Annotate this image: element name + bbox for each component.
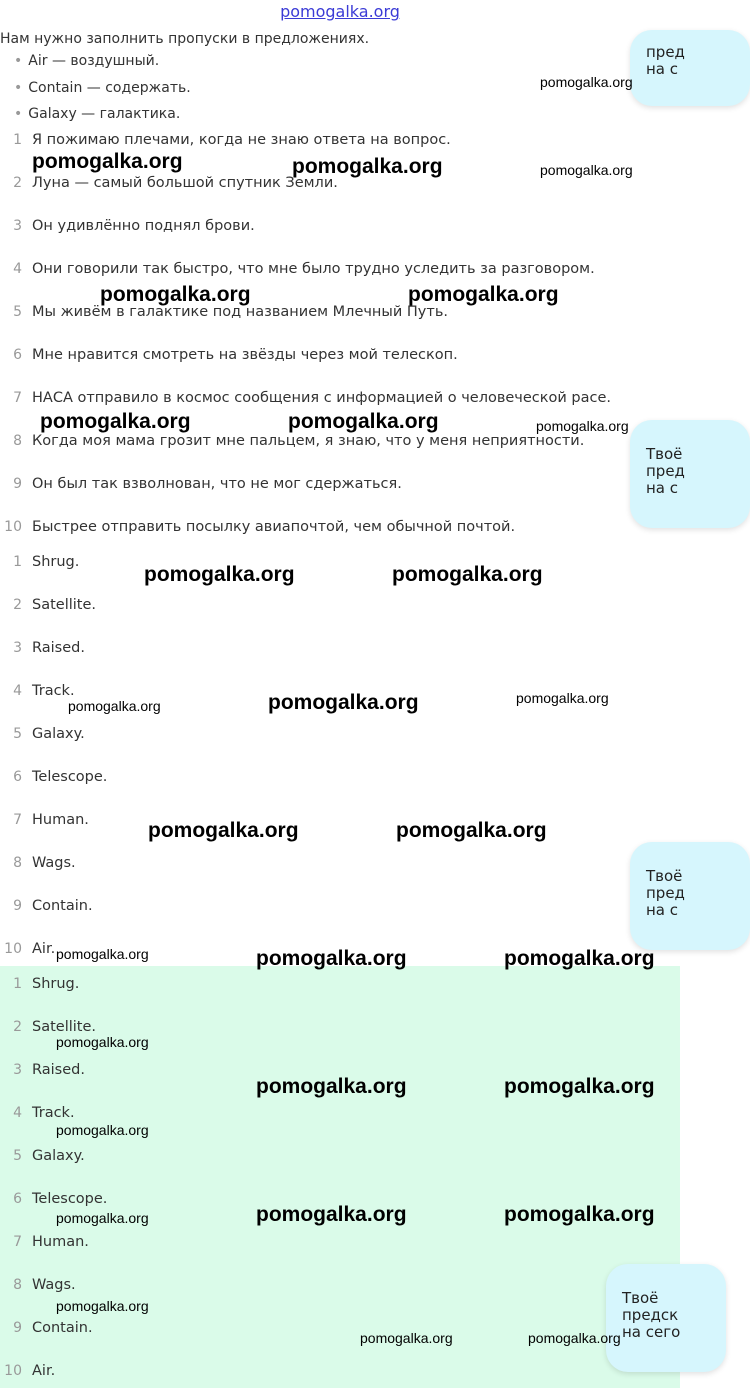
- highlighted-answer-row: [0, 1234, 89, 1256]
- answer-text: Raised.: [32, 640, 85, 656]
- sentence-text: Он был так взволнован, что не мог сдержаться.: [32, 476, 402, 492]
- answer-text: Contain.: [32, 898, 93, 914]
- watermark-text: pomogalka.org: [68, 698, 161, 714]
- answer-text: Track.: [32, 683, 75, 699]
- row-number: 9: [13, 476, 22, 492]
- answer-text: Raised.: [32, 1062, 85, 1078]
- row-number: 5: [13, 726, 22, 742]
- row-number: 7: [13, 812, 22, 828]
- row-number: 5: [13, 1148, 22, 1164]
- row-number: 4: [13, 261, 22, 277]
- row-number: 8: [13, 1277, 22, 1293]
- chat-bubble[interactable]: пред на с: [630, 30, 750, 106]
- chat-bubble[interactable]: Твоё пред на с: [630, 842, 750, 950]
- sentence-row: [0, 347, 458, 369]
- row-number: 10: [4, 941, 22, 957]
- highlighted-answer-row: [0, 1062, 85, 1084]
- row-number: 9: [13, 898, 22, 914]
- row-number: 1: [13, 976, 22, 992]
- answer-text: Telescope.: [32, 769, 108, 785]
- watermark-text: pomogalka.org: [256, 947, 407, 970]
- row-number: 6: [13, 1191, 22, 1207]
- highlighted-answer-row: [0, 1148, 85, 1170]
- watermark-text: pomogalka.org: [40, 410, 191, 433]
- answer-text: Telescope.: [32, 1191, 108, 1207]
- row-number: 10: [4, 1363, 22, 1379]
- watermark-text: pomogalka.org: [536, 418, 629, 434]
- sentence-text: Они говорили так быстро, что мне было трудно уследить за разговором.: [32, 261, 595, 277]
- answer-text: Track.: [32, 1105, 75, 1121]
- answer-text: Shrug.: [32, 554, 80, 570]
- row-number: 7: [13, 390, 22, 406]
- watermark-text: pomogalka.org: [144, 563, 295, 586]
- highlighted-answer-row: [0, 1320, 93, 1342]
- answer-text: Air.: [32, 941, 56, 957]
- watermark-text: pomogalka.org: [540, 74, 633, 90]
- watermark-text: pomogalka.org: [360, 1330, 453, 1346]
- watermark-text: pomogalka.org: [56, 1034, 149, 1050]
- watermark-text: pomogalka.org: [528, 1330, 621, 1346]
- answer-row: [0, 855, 76, 877]
- watermark-text: pomogalka.org: [392, 563, 543, 586]
- sentence-text: Мне нравится смотреть на звёзды через мой телескоп.: [32, 347, 458, 363]
- answer-text: Wags.: [32, 855, 76, 871]
- answer-row: [0, 597, 96, 619]
- watermark-text: pomogalka.org: [288, 410, 439, 433]
- sentence-text: Он удивлённо поднял брови.: [32, 218, 255, 234]
- vocab-item: • Galaxy — галактика.: [14, 106, 181, 122]
- vocab-item: • Contain — содержать.: [14, 80, 191, 96]
- answer-text: Galaxy.: [32, 726, 85, 742]
- sentence-text: Луна — самый большой спутник Земли.: [32, 175, 338, 191]
- row-number: 7: [13, 1234, 22, 1250]
- answer-row: [0, 683, 75, 705]
- watermark-text: pomogalka.org: [56, 1298, 149, 1314]
- sentence-row: [0, 433, 584, 455]
- row-number: 4: [13, 1105, 22, 1121]
- chat-bubble[interactable]: Твоё пред на с: [630, 420, 750, 528]
- vocab-item: • Air — воздушный.: [14, 53, 160, 69]
- answer-text: Contain.: [32, 1320, 93, 1336]
- row-number: 8: [13, 433, 22, 449]
- highlighted-answer-row: [0, 1363, 55, 1385]
- row-number: 2: [13, 175, 22, 191]
- row-number: 2: [13, 597, 22, 613]
- site-header-link[interactable]: pomogalka.org: [280, 2, 400, 21]
- watermark-text: pomogalka.org: [396, 819, 547, 842]
- sentence-text: Мы живём в галактике под названием Млечный Путь.: [32, 304, 448, 320]
- answer-text: Satellite.: [32, 597, 96, 613]
- row-number: 6: [13, 347, 22, 363]
- highlighted-answers-block: [0, 966, 680, 1388]
- watermark-text: pomogalka.org: [540, 162, 633, 178]
- answer-row: [0, 554, 79, 576]
- watermark-text: pomogalka.org: [504, 1075, 655, 1098]
- watermark-text: pomogalka.org: [256, 1075, 407, 1098]
- row-number: 10: [4, 519, 22, 535]
- watermark-text: pomogalka.org: [504, 1203, 655, 1226]
- sentence-row: [0, 390, 611, 412]
- chat-bubble[interactable]: Твоё предск на сего: [606, 1264, 726, 1372]
- watermark-text: pomogalka.org: [56, 946, 149, 962]
- watermark-text: pomogalka.org: [268, 691, 419, 714]
- row-number: 9: [13, 1320, 22, 1336]
- watermark-text: pomogalka.org: [148, 819, 299, 842]
- highlighted-answer-row: [0, 976, 79, 998]
- row-number: 2: [13, 1019, 22, 1035]
- answer-text: Human.: [32, 1234, 89, 1250]
- sentence-row: [0, 218, 255, 240]
- answer-row: [0, 941, 55, 963]
- sentence-row: [0, 476, 402, 498]
- row-number: 1: [13, 554, 22, 570]
- watermark-text: pomogalka.org: [32, 150, 183, 173]
- sentence-text: Быстрее отправить посылку авиапочтой, чем обычной почтой.: [32, 519, 516, 535]
- sentence-text: НАСА отправило в космос сообщения с информацией о человеческой расе.: [32, 390, 612, 406]
- answer-text: Wags.: [32, 1277, 76, 1293]
- watermark-text: pomogalka.org: [100, 283, 251, 306]
- sentence-row: [0, 304, 448, 326]
- sentence-text: Я пожимаю плечами, когда не знаю ответа на вопрос.: [32, 132, 451, 148]
- answer-row: [0, 726, 85, 748]
- watermark-text: pomogalka.org: [516, 690, 609, 706]
- sentence-row: [0, 175, 338, 197]
- row-number: 8: [13, 855, 22, 871]
- row-number: 3: [13, 218, 22, 234]
- watermark-text: pomogalka.org: [292, 155, 443, 178]
- answer-row: [0, 640, 85, 662]
- watermark-text: pomogalka.org: [504, 947, 655, 970]
- sentence-text: Когда моя мама грозит мне пальцем, я знаю, что у меня неприятности.: [32, 433, 585, 449]
- answer-text: Galaxy.: [32, 1148, 85, 1164]
- answer-text: Air.: [32, 1363, 56, 1379]
- answer-row: [0, 898, 93, 920]
- row-number: 1: [13, 132, 22, 148]
- answer-row: [0, 812, 89, 834]
- row-number: 3: [13, 1062, 22, 1078]
- watermark-text: pomogalka.org: [256, 1203, 407, 1226]
- answer-text: Shrug.: [32, 976, 80, 992]
- answer-row: [0, 769, 107, 791]
- sentence-row: [0, 519, 515, 541]
- answer-text: Satellite.: [32, 1019, 96, 1035]
- row-number: 4: [13, 683, 22, 699]
- watermark-text: pomogalka.org: [56, 1210, 149, 1226]
- row-number: 5: [13, 304, 22, 320]
- row-number: 6: [13, 769, 22, 785]
- answer-text: Human.: [32, 812, 89, 828]
- highlighted-answer-row: [0, 1277, 76, 1299]
- row-number: 3: [13, 640, 22, 656]
- sentence-row: [0, 261, 595, 283]
- intro-text: Нам нужно заполнить пропуски в предложениях.: [0, 31, 370, 47]
- watermark-text: pomogalka.org: [56, 1122, 149, 1138]
- watermark-text: pomogalka.org: [408, 283, 559, 306]
